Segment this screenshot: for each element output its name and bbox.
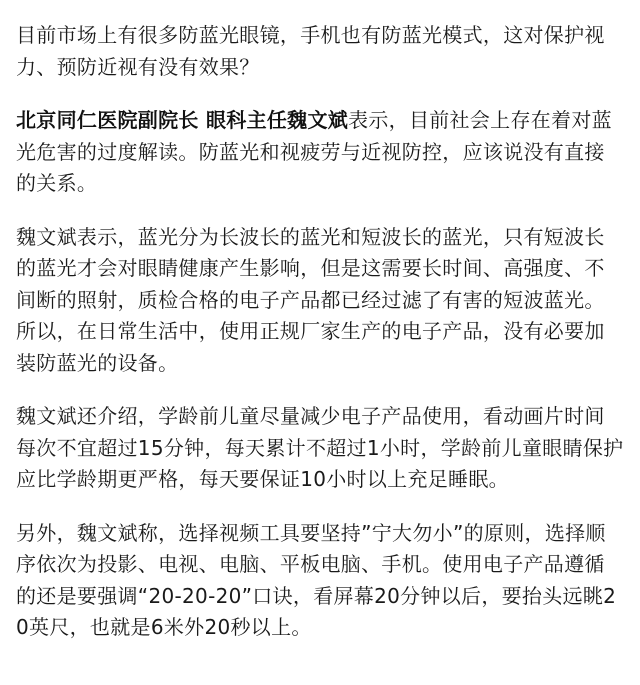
expert-name-bold: 北京同仁医院副院长 眼科主任魏文斌 [16, 108, 349, 132]
paragraph-expert-statement [16, 105, 624, 200]
paragraph-blue-light [16, 222, 624, 380]
paragraph-text: 目前市场上有很多防蓝光眼镜，手机也有防蓝光模式，这对保护视力、预防近视有没有效果？ [16, 23, 605, 79]
paragraph-children-advice [16, 401, 624, 496]
paragraph-screen-rule [16, 518, 624, 644]
paragraph-text: 表示，目前社会上存在着对蓝光危害的过度解读。防蓝光和视疲劳与近视防控，应该说没有直接的关系。 [16, 108, 612, 195]
paragraph-text: 魏文斌还介绍，学龄前儿童尽量减少电子产品使用，看动画片时间每次不宜超过15分钟，每天累计不超过1小时，学龄前儿童眼睛保护应比学龄期更严格，每天要保证10小时以上充足睡眠。 [16, 404, 624, 491]
paragraph-text: 另外，魏文斌称，选择视频工具要坚持”宁大勿小”的原则，选择顺序依次为投影、电视、电脑、平板电脑、手机。使用电子产品遵循的还是要强调“20-20-20”口诀，看屏幕20分钟以后，要抬头远眺20英尺，也就是6米外20秒以上。 [16, 520, 617, 639]
paragraph-question [16, 20, 624, 83]
paragraph-text: 魏文斌表示，蓝光分为长波长的蓝光和短波长的蓝光，只有短波长的蓝光才会对眼睛健康产生影响，但是这需要长时间、高强度、不间断的照射，质检合格的电子产品都已经过滤了有害的短波蓝光。所以，在日常生活中，使用正规厂家生产的电子产品，没有必要加装防蓝光的设备。 [16, 224, 605, 375]
